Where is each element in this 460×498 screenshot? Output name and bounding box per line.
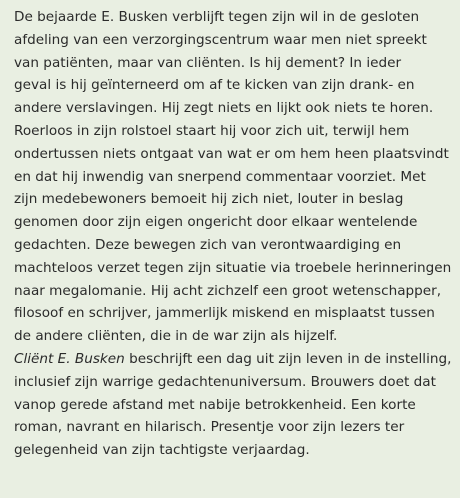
text-line: en dat hij inwendig van snerpend commentaar voorziet. Met [14, 168, 426, 185]
text-line: geval is hij geïnterneerd om af te kicken van zijn drank- en [14, 77, 415, 94]
text-line: de andere cliënten, die in de war zijn als hijzelf. [14, 328, 338, 345]
text-line: andere verslavingen. Hij zegt niets en lijkt ook niets te horen. [14, 100, 434, 117]
text-line [14, 348, 454, 371]
text-line: naar megalomanie. Hij acht zichzelf een groot wetenschapper, [14, 282, 442, 299]
text-line: gedachten. Deze bewegen zich van verontwaardiging en [14, 236, 402, 253]
text-line: ondertussen niets ontgaat van wat er om hem heen plaatsvindt [14, 145, 449, 162]
text-line: De bejaarde E. Busken verblijft tegen zijn wil in de gesloten [14, 9, 420, 25]
text-line: zijn medebewoners bemoeit hij zich niet, louter in beslag [14, 191, 404, 208]
text-line: Roerloos in zijn rolstoel staart hij voor zich uit, terwijl hem [14, 122, 410, 139]
book-title: Cliënt E. Busken [14, 350, 125, 367]
text-line: vanop gerede afstand met nabije betrokkenheid. Een korte [14, 396, 416, 413]
text-line: afdeling van een verzorgingscentrum waar men niet spreekt [14, 31, 427, 48]
text-line: genomen door zijn eigen ongericht door elkaar wentelende [14, 214, 418, 231]
description-paragraph-1 [14, 6, 454, 348]
text-fragment: beschrijft een dag uit zijn leven in de instelling, [124, 350, 452, 367]
book-description [14, 6, 454, 462]
text-line: roman, navrant en hilarisch. Presentje voor zijn lezers ter [14, 419, 405, 436]
text-line: van patiënten, maar van cliënten. Is hij dement? In ieder [14, 54, 402, 71]
description-paragraph-2 [14, 348, 454, 462]
text-line: machteloos verzet tegen zijn situatie via troebele herinneringen [14, 259, 452, 276]
text-line: gelegenheid van zijn tachtigste verjaardag. [14, 442, 310, 459]
text-line: inclusief zijn warrige gedachtenuniversum. Brouwers doet dat [14, 373, 436, 390]
text-line: filosoof en schrijver, jammerlijk miskend en misplaatst tussen [14, 305, 435, 322]
